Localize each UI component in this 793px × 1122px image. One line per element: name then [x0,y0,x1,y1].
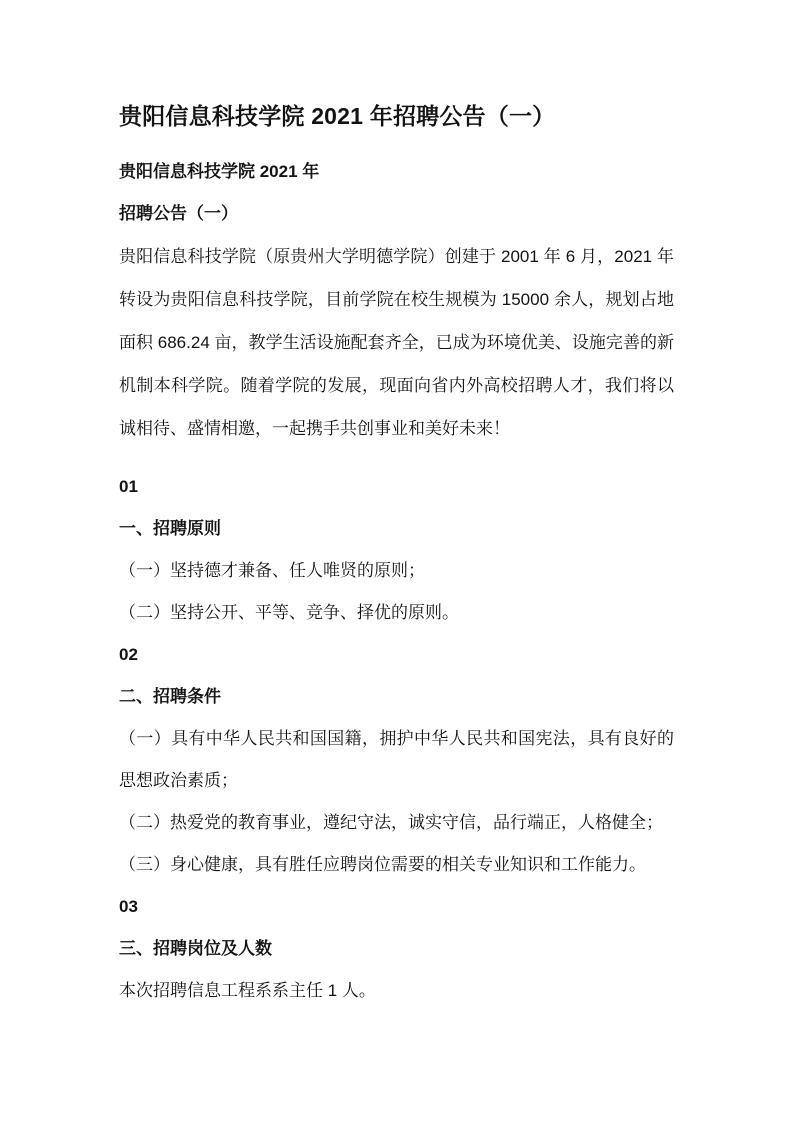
section-recruitment-conditions [119,634,674,886]
document-title: 贵阳信息科技学院 2021 年招聘公告（一） [119,103,556,129]
intro-line-5: 诚相待、盛情相邀，一起携手共创事业和美好未来！ [119,419,510,438]
intro-line-2: 转设为贵阳信息科技学院，目前学院在校生规模为 15000 余人，规划占地 [119,290,674,309]
section-heading: 二、招聘条件 [119,687,221,706]
section-item: （二）坚持公开、平等、竞争、择优的原则。 [119,603,459,622]
intro-line-1: 贵阳信息科技学院（原贵州大学明德学院）创建于 2001 年 6 月，2021 年 [119,247,674,266]
section-number: 03 [119,897,138,916]
section-number: 01 [119,477,138,496]
section-recruitment-principles [119,466,674,634]
subtitle-line-2: 招聘公告（一） [119,204,238,223]
subtitle-line-1: 贵阳信息科技学院 2021 年 [119,162,320,181]
section-heading: 一、招聘原则 [119,519,221,538]
intro-paragraph [119,235,674,450]
intro-line-3: 面积 686.24 亩，教学生活设施配套齐全，已成为环境优美、设施完善的新 [119,333,674,352]
section-positions-headcount [119,886,674,1012]
section-number: 02 [119,645,138,664]
section-item: （二）热爱党的教育事业，遵纪守法，诚实守信，品行端正，人格健全； [119,813,663,832]
intro-line-4: 机制本科学院。随着学院的发展，现面向省内外高校招聘人才，我们将以 [119,376,674,395]
section-item: （一）坚持德才兼备、任人唯贤的原则； [119,561,425,580]
section-item: （三）身心健康，具有胜任应聘岗位需要的相关专业知识和工作能力。 [119,855,646,874]
section-item: （一）具有中华人民共和国国籍，拥护中华人民共和国宪法，具有良好的 [119,729,674,748]
section-heading: 三、招聘岗位及人数 [119,939,272,958]
section-item: 本次招聘信息工程系系主任 1 人。 [119,981,376,1000]
section-item-continuation: 思想政治素质； [119,771,238,790]
